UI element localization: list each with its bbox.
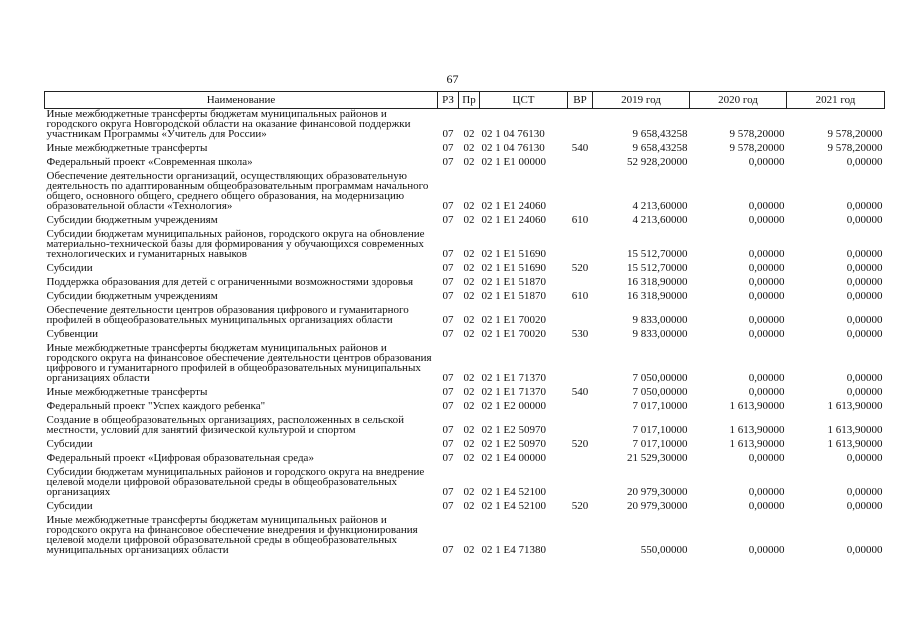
value-2019-cell: 550,00000: [640, 544, 688, 556]
rz-cell: 07: [442, 262, 454, 274]
value-2021-cell: 0,00000: [846, 276, 883, 288]
pr-cell: 02: [463, 156, 475, 168]
cst-cell: 02 1 E4 52100: [481, 500, 546, 512]
table-row: [45, 435, 885, 449]
value-2020-cell: 0,00000: [748, 500, 785, 512]
cst-cell: 02 1 04 76130: [481, 142, 545, 154]
row-name-cell: Иные межбюджетные трансферты: [46, 142, 208, 154]
cst-cell: 02 1 E2 50970: [481, 438, 546, 450]
value-2021-cell: 0,00000: [846, 486, 883, 498]
rz-cell: 07: [442, 248, 454, 260]
value-2020-cell: 9 578,20000: [729, 142, 785, 154]
rz-cell: 07: [442, 452, 454, 464]
value-2019-cell: 20 979,30000: [627, 500, 688, 512]
pr-cell: 02: [463, 214, 475, 226]
table-row: [45, 225, 885, 259]
table-row: [45, 167, 885, 211]
table-row: [45, 325, 885, 339]
value-2020-cell: 0,00000: [748, 248, 785, 260]
value-2021-cell: 0,00000: [846, 372, 883, 384]
value-2020-cell: 9 578,20000: [729, 128, 785, 140]
vr-cell: 520: [571, 438, 589, 450]
cst-cell: 02 1 E2 50970: [481, 424, 546, 436]
value-2020-cell: 0,00000: [748, 156, 785, 168]
table-row: [45, 153, 885, 167]
value-2020-cell: 0,00000: [748, 452, 785, 464]
header-2020: 2020 год: [690, 92, 787, 109]
vr-cell: 610: [571, 290, 589, 302]
pr-cell: 02: [463, 248, 475, 260]
cst-cell: 02 1 E1 71370: [481, 386, 546, 398]
pr-cell: 02: [463, 424, 475, 436]
value-2019-cell: 9 833,00000: [632, 328, 688, 340]
pr-cell: 02: [463, 328, 475, 340]
vr-cell: [568, 339, 593, 383]
rz-cell: 07: [442, 142, 454, 154]
row-name-cell: Обеспечение деятельности центров образования цифрового и гуманитарного профилей в общеобразовательных муниципальных организациях области: [46, 304, 409, 326]
header-rz: РЗ: [438, 92, 459, 109]
row-name-cell: Федеральный проект "Успех каждого ребенка": [46, 400, 266, 412]
value-2020-cell: 0,00000: [748, 290, 785, 302]
pr-cell: 02: [463, 290, 475, 302]
value-2020-cell: 0,00000: [748, 544, 785, 556]
value-2020-cell: 1 613,90000: [729, 400, 785, 412]
header-cst: ЦСТ: [480, 92, 568, 109]
pr-cell: 02: [463, 386, 475, 398]
value-2019-cell: 7 050,00000: [632, 372, 688, 384]
value-2020-cell: 0,00000: [748, 486, 785, 498]
pr-cell: 02: [463, 276, 475, 288]
value-2021-cell: 0,00000: [846, 156, 883, 168]
value-2021-cell: 0,00000: [846, 200, 883, 212]
cst-cell: 02 1 E1 51690: [481, 262, 546, 274]
value-2021-cell: 0,00000: [846, 452, 883, 464]
table-row: [45, 497, 885, 511]
row-name-cell: Субсидии бюджетным учреждениям: [46, 290, 218, 302]
value-2021-cell: 0,00000: [846, 248, 883, 260]
vr-cell: 520: [571, 262, 589, 274]
value-2021-cell: 0,00000: [846, 328, 883, 340]
table-row: [45, 339, 885, 383]
row-name-cell: Субсидии: [46, 262, 93, 274]
header-vr: ВР: [568, 92, 593, 109]
value-2019-cell: 7 017,10000: [632, 424, 688, 436]
vr-cell: [568, 167, 593, 211]
header-pr: Пр: [459, 92, 480, 109]
table-row: [45, 287, 885, 301]
cst-cell: 02 1 E1 51870: [481, 290, 546, 302]
vr-cell: [568, 153, 593, 167]
value-2021-cell: 1 613,90000: [827, 438, 883, 450]
value-2020-cell: 0,00000: [748, 200, 785, 212]
value-2020-cell: 1 613,90000: [729, 438, 785, 450]
pr-cell: 02: [463, 452, 475, 464]
vr-cell: [568, 301, 593, 325]
header-2019: 2019 год: [593, 92, 690, 109]
header-2021: 2021 год: [787, 92, 885, 109]
table-row: [45, 511, 885, 555]
page-number: 67: [446, 72, 459, 86]
table-row: [45, 463, 885, 497]
value-2020-cell: 0,00000: [748, 372, 785, 384]
value-2021-cell: 9 578,20000: [827, 128, 883, 140]
rz-cell: 07: [442, 372, 454, 384]
row-name-cell: Субсидии бюджетам муниципальных районов, городского округа на обновление материально-технической базы для формирования у обучающихся современных технологических и гуманитарных навыков: [46, 228, 425, 260]
table-row: [45, 411, 885, 435]
cst-cell: 02 1 E1 51690: [481, 248, 546, 260]
value-2020-cell: 1 613,90000: [729, 424, 785, 436]
row-name-cell: Федеральный проект «Современная школа»: [46, 156, 253, 168]
value-2019-cell: 7 050,00000: [632, 386, 688, 398]
table-row: [45, 259, 885, 273]
cst-cell: 02 1 E4 00000: [481, 452, 546, 464]
vr-cell: [568, 397, 593, 411]
value-2019-cell: 7 017,10000: [632, 438, 688, 450]
value-2021-cell: 1 613,90000: [827, 400, 883, 412]
value-2019-cell: 9 658,43258: [632, 142, 688, 154]
value-2020-cell: 0,00000: [748, 214, 785, 226]
row-name-cell: Создание в общеобразовательных организациях, расположенных в сельской местности, условий для занятий физической культурой и спортом: [46, 414, 404, 436]
cst-cell: 02 1 E4 71380: [481, 544, 546, 556]
value-2020-cell: 0,00000: [748, 262, 785, 274]
value-2019-cell: 20 979,30000: [627, 486, 688, 498]
table-row: [45, 449, 885, 463]
pr-cell: 02: [463, 200, 475, 212]
row-name-cell: Субсидии: [46, 438, 93, 450]
cst-cell: 02 1 E1 24060: [481, 214, 546, 226]
value-2021-cell: 1 613,90000: [827, 424, 883, 436]
value-2019-cell: 16 318,90000: [627, 276, 688, 288]
value-2021-cell: 0,00000: [846, 386, 883, 398]
pr-cell: 02: [463, 544, 475, 556]
cst-cell: 02 1 E1 00000: [481, 156, 546, 168]
value-2021-cell: 0,00000: [846, 314, 883, 326]
cst-cell: 02 1 E2 00000: [481, 400, 546, 412]
rz-cell: 07: [442, 200, 454, 212]
value-2020-cell: 0,00000: [748, 276, 785, 288]
pr-cell: 02: [463, 372, 475, 384]
rz-cell: 07: [442, 424, 454, 436]
value-2021-cell: 0,00000: [846, 500, 883, 512]
row-name-cell: Субсидии бюджетам муниципальных районов и городского округа на внедрение целевой модели цифровой образовательной среды в общеобразовательных организациях: [46, 466, 425, 498]
value-2021-cell: 0,00000: [846, 214, 883, 226]
vr-cell: [568, 273, 593, 287]
value-2021-cell: 0,00000: [846, 544, 883, 556]
vr-cell: 540: [571, 386, 589, 398]
vr-cell: [568, 511, 593, 555]
table-row: [45, 139, 885, 153]
row-name-cell: Субсидии: [46, 500, 93, 512]
table-row: [45, 109, 885, 140]
vr-cell: 520: [571, 500, 589, 512]
rz-cell: 07: [442, 500, 454, 512]
cst-cell: 02 1 E1 71370: [481, 372, 546, 384]
value-2020-cell: 0,00000: [748, 328, 785, 340]
pr-cell: 02: [463, 128, 475, 140]
value-2021-cell: 0,00000: [846, 262, 883, 274]
row-name-cell: Иные межбюджетные трансферты бюджетам муниципальных районов и городского округа на финансовое обеспечение внедрения и функционирования целевой модели цифровой образовательной среды в общеобразовательных муниципальных организациях области: [46, 514, 418, 556]
rz-cell: 07: [442, 290, 454, 302]
pr-cell: 02: [463, 500, 475, 512]
value-2019-cell: 9 833,00000: [632, 314, 688, 326]
cst-cell: 02 1 E4 52100: [481, 486, 546, 498]
table-row: [45, 397, 885, 411]
rz-cell: 07: [442, 156, 454, 168]
vr-cell: [568, 411, 593, 435]
table-row: [45, 211, 885, 225]
cst-cell: 02 1 E1 24060: [481, 200, 546, 212]
rz-cell: 07: [442, 544, 454, 556]
vr-cell: [568, 109, 593, 140]
value-2019-cell: 21 529,30000: [627, 452, 688, 464]
budget-table: [44, 91, 885, 555]
vr-cell: [568, 463, 593, 497]
vr-cell: 610: [571, 214, 589, 226]
rz-cell: 07: [442, 486, 454, 498]
rz-cell: 07: [442, 328, 454, 340]
vr-cell: [568, 449, 593, 463]
table-row: [45, 383, 885, 397]
row-name-cell: Федеральный проект «Цифровая образовательная среда»: [46, 452, 314, 464]
vr-cell: 530: [571, 328, 589, 340]
value-2020-cell: 0,00000: [748, 314, 785, 326]
pr-cell: 02: [463, 262, 475, 274]
rz-cell: 07: [442, 400, 454, 412]
table-header-row: [45, 92, 885, 109]
value-2019-cell: 4 213,60000: [632, 214, 688, 226]
value-2021-cell: 0,00000: [846, 290, 883, 302]
rz-cell: 07: [442, 214, 454, 226]
pr-cell: 02: [463, 400, 475, 412]
vr-cell: 540: [571, 142, 589, 154]
value-2019-cell: 9 658,43258: [632, 128, 688, 140]
row-name-cell: Субвенции: [46, 328, 99, 340]
value-2021-cell: 9 578,20000: [827, 142, 883, 154]
pr-cell: 02: [463, 486, 475, 498]
vr-cell: [568, 225, 593, 259]
table-row: [45, 273, 885, 287]
rz-cell: 07: [442, 438, 454, 450]
rz-cell: 07: [442, 386, 454, 398]
row-name-cell: Поддержка образования для детей с ограниченными возможностями здоровья: [46, 276, 414, 288]
value-2019-cell: 16 318,90000: [627, 290, 688, 302]
pr-cell: 02: [463, 142, 475, 154]
row-name-cell: Иные межбюджетные трансферты бюджетам муниципальных районов и городского округа Новгородской области на оказание финансовой поддержки участникам Программы «Учитель для России»: [46, 108, 411, 140]
value-2019-cell: 15 512,70000: [627, 262, 688, 274]
rz-cell: 07: [442, 314, 454, 326]
pr-cell: 02: [463, 314, 475, 326]
value-2020-cell: 0,00000: [748, 386, 785, 398]
value-2019-cell: 7 017,10000: [632, 400, 688, 412]
row-name-cell: Иные межбюджетные трансферты бюджетам муниципальных районов и городского округа на финансовое обеспечение деятельности центров образования цифрового и гуманитарного профилей в общеобразовательных муниципальных организациях области: [46, 342, 432, 384]
table-body: [45, 109, 885, 556]
cst-cell: 02 1 E1 70020: [481, 328, 546, 340]
rz-cell: 07: [442, 276, 454, 288]
cst-cell: 02 1 04 76130: [481, 128, 545, 140]
row-name-cell: Иные межбюджетные трансферты: [46, 386, 208, 398]
value-2019-cell: 52 928,20000: [627, 156, 688, 168]
value-2019-cell: 15 512,70000: [627, 248, 688, 260]
cst-cell: 02 1 E1 51870: [481, 276, 546, 288]
row-name-cell: Субсидии бюджетным учреждениям: [46, 214, 218, 226]
value-2019-cell: 4 213,60000: [632, 200, 688, 212]
header-name: Наименование: [45, 92, 438, 109]
rz-cell: 07: [442, 128, 454, 140]
table-row: [45, 301, 885, 325]
cst-cell: 02 1 E1 70020: [481, 314, 546, 326]
row-name-cell: Обеспечение деятельности организаций, осуществляющих образовательную деятельность по адаптированным общеобразовательным программам начального общего, основного общего, среднего общего образования, на модернизацию образовательной области «Технология»: [46, 170, 429, 212]
pr-cell: 02: [463, 438, 475, 450]
